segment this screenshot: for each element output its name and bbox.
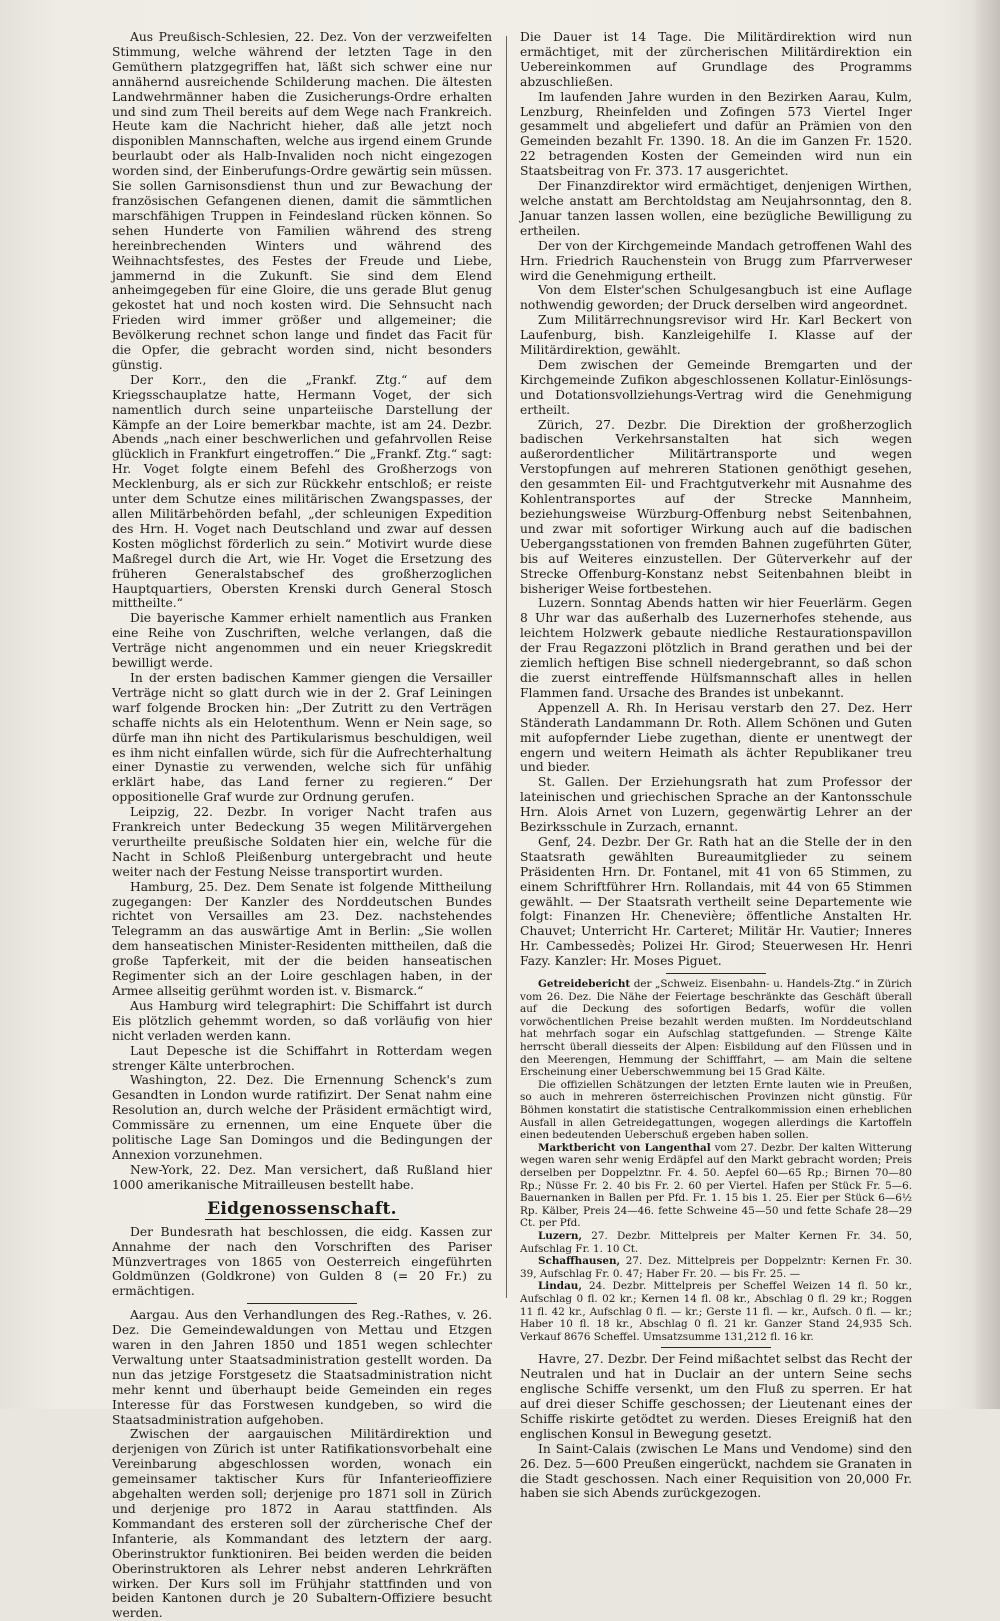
article-inger-praemien: Im laufenden Jahre wurden in den Bezirken Aarau, Kulm, Lenzburg, Rheinfelden und Zofingen 573 Viertel Inger gesammelt und abgeliefert und dafür an Prämien von den Gemeinden bezahlt Fr. 1390. 18. An die im Ganzen Fr. 1520. 22 betragenden Kosten der Gemeinden wird nun ein Staatsbeitrag von Fr. 373. 17 ausgerichtet.	[520, 89, 912, 179]
article-new-york: New-York, 22. Dez. Man versichert, daß Rußland hier 1000 amerikanische Mitrailleusen bestellt habe.	[112, 1162, 492, 1192]
separator-rule	[661, 1347, 771, 1348]
article-bundesrath: Der Bundesrath hat beschlossen, die eidg. Kassen zur Annahme der nach den Vorschriften des Pariser Münzvertrages von 1865 von Oesterreich eingeführten Goldmünzen (Goldkrone) von Gulden 8 (= 20 Fr.) zu ermächtigen.	[112, 1224, 492, 1299]
market-schaffhausen: Schaffhausen, 27. Dez. Mittelpreis per Doppelzntr: Kernen Fr. 30. 39, Aufschlag Fr. 0. 47; Haber Fr. 20. — bis Fr. 25. —	[520, 1255, 912, 1280]
market-langenthal: Marktbericht von Langenthal vom 27. Dezbr. Der kalten Witterung wegen waren sehr wenig Erdäpfel auf den Markt gebracht worden; Preis derselben per Doppelztnr. Fr. 4. 50. Aepfel 60—65 Rp.; Birnen 70—80 Rp.; Nüsse Fr. 2. 40 bis Fr. 2. 60 per Viertel. Hafen per Stück Fr. 5—6. Bauernanken in Ballen per Pfd. Fr. 1. 15 bis 1. 25. Eier per Stück 6—6½ Rp. Kälber, Preis 24—46. fette Schweine 45—50 und fette Schafe 28—29 Ct. per Pfd.	[520, 1141, 912, 1230]
article-havre: Havre, 27. Dezbr. Der Feind mißachtet selbst das Recht der Neutralen und hat in Duclair an der untern Seine sechs englische Schiffe versenkt, um den Fluß zu sperren. Er hat auf drei dieser Schiffe geschossen; der Lieutenant eines der Schiffe riskirte getödtet zu werden. Dieses Ereigniß hat den englischen Konsul in Bewegung gesetzt.	[520, 1352, 912, 1441]
article-hamburg-schiffahrt: Aus Hamburg wird telegraphirt: Die Schiffahrt ist durch Eis plötzlich gehemmt worden, so daß vorläufig von hier nicht verladen werden kann.	[112, 998, 492, 1043]
article-rotterdam: Laut Depesche ist die Schiffahrt in Rotterdam wegen strenger Kälte unterbrochen.	[112, 1043, 492, 1073]
article-finanzdirektor: Der Finanzdirektor wird ermächtiget, denjenigen Wirthen, welche anstatt am Berchtoldstag am Neujahrsonntag, den 8. Januar tanzen lassen wollen, eine bezügliche Bewilligung zu ertheilen.	[520, 179, 912, 238]
column-divider	[506, 36, 507, 1298]
article-hamburg: Hamburg, 25. Dez. Dem Senate ist folgende Mittheilung zugegangen: Der Kanzler des Norddeutschen Bundes richtet von Versailles am 23. Dez. nachstehendes Telegramm an das auswärtige Amt in Berlin: „Sie wollen dem hanseatischen Minister-Residenten mittheilen, daß die große Tapferkeit, mit der die beiden hanseatischen Regimenter sich an der Loire geschlagen haben, in der Armee allseitig gerühmt worden ist. v. Bismarck.“	[112, 879, 492, 998]
right-column	[520, 30, 912, 1501]
article-saint-calais: In Saint-Calais (zwischen Le Mans und Vendome) sind den 26. Dez. 5—600 Preußen eingerückt, nachdem sie Granaten in die Stadt geschossen. Nach einer Requisition von 20,000 Fr. haben sie sich Abends zurückgezogen.	[520, 1441, 912, 1501]
article-luzern-feuer: Luzern. Sonntag Abends hatten wir hier Feuerlärm. Gegen 8 Uhr war das außerhalb des Luzernerhofes stehende, aus leichtem Holzwerk gebaute niedliche Restaurationspavillon der Frau Regazzoni plötzlich in Brand gerathen und bei der ziemlich heftigen Bise schnell niedergebrannt, so daß schon die zuerst eintreffende Hülfsmannschaft alles in hellen Flammen fand. Ursache des Brandes ist unbekannt.	[520, 596, 912, 700]
article-preussisch-schlesien: Aus Preußisch-Schlesien, 22. Dez. Von der verzweifelten Stimmung, welche während der letzten Tage in den Gemüthern platzgegriffen hat, läßt sich schwer eine nur annähernd ausreichende Schilderung machen. Die ältesten Landwehrmänner haben die Zusicherungs-Ordre erhalten und sind zum Theil bereits auf dem Wege nach Frankreich. Heute kam die Nachricht hieher, daß alle jetzt noch disponiblen Mannschaften, welche aus irgend einem Grunde beurlaubt oder als Halb-Invaliden noch nicht eingezogen worden sind, der Einberufungs-Ordre gewärtig sein müssen. Sie sollen Garnisonsdienst thun und zur Bewachung der französischen Gefangenen dienen, damit die sämmtlichen marschfähigen Truppen in Feindesland rücken können. So sehen Hunderte von Familien während des streng hereinbrechenden Winters und während des Weihnachtsfestes, des Festes der Freude und Liebe, jammernd in die Zukunft. Sie sind dem Elend anheimgegeben für eine Gloire, die uns gerade Blut genug gekostet hat und noch kosten wird. Die Sehnsucht nach Frieden wird immer größer und allgemeiner; die Bevölkerung rechnet schon lange und findet das Facit für die Opfer, die gebracht worden sind, nicht besonders günstig.	[112, 30, 492, 372]
left-column	[112, 30, 492, 1621]
article-militaerrechnungsrevisor: Zum Militärrechnungsrevisor wird Hr. Karl Beckert von Laufenburg, bish. Kanzleigehilfe I. Klasse auf der Militärdirektion, gewählt.	[520, 313, 912, 358]
article-mandach: Der von der Kirchgemeinde Mandach getroffenen Wahl des Hrn. Friedrich Rauchenstein von Brugg zum Pfarrverweser wird die Genehmigung ertheilt.	[520, 238, 912, 283]
article-militaerdirektion: Zwischen der aargauischen Militärdirektion und derjenigen von Zürich ist unter Ratifikationsvorbehalt eine Vereinbarung abgeschlossen worden, wonach ein gemeinsamer taktischer Kurs für Infanterieoffiziere abgehalten werden soll; derjenige pro 1871 soll in Zürich und derjenige pro 1872 in Aarau stattfinden. Als Kommandant des ersteren soll der zürcherische Chef der Infanterie, als Kommandant des letztern der aarg. Oberinstruktor funktioniren. Bei beiden werden die beiden Oberinstruktoren als Lehrer nebst anderen Lehrkräften wirken. Der Kurs soll im Frühjahr stattfinden und von beiden Kantonen durch je 20 Subaltern-Offiziere besucht werden.	[112, 1427, 492, 1621]
article-bayerische-kammer: Die bayerische Kammer erhielt namentlich aus Franken eine Reihe von Zuschriften, welche verlangen, daß die Verträge nicht angenommen und ein neuer Kriegskredit bewilligt werde.	[112, 611, 492, 671]
article-appenzell: Appenzell A. Rh. In Herisau verstarb den 27. Dez. Herr Ständerath Landammann Dr. Roth. Allem Schönen und Guten mit aufopfernder Liebe zugethan, diente er unentwegt der engern und weitern Heimath als ächter Republikaner treu und bieder.	[520, 700, 912, 775]
market-luzern: Luzern, 27. Dezbr. Mittelpreis per Malter Kernen Fr. 34. 50, Aufschlag Fr. 1. 10 Ct.	[520, 1229, 912, 1255]
market-reports	[520, 978, 912, 1343]
article-leipzig: Leipzig, 22. Dezbr. In voriger Nacht trafen aus Frankreich unter Bedeckung 35 wegen Militärvergehen verurtheilte preußische Soldaten hier ein, welche für die Nacht in Schloß Pleißenburg untergebracht und heute weiter nach der Festung Neisse transportirt wurden.	[112, 805, 492, 879]
article-schulgesangbuch: Von dem Elster'schen Schulgesangbuch ist eine Auflage nothwendig geworden; der Druck derselben wird angeordnet.	[520, 283, 912, 313]
market-getreidebericht: Getreidebericht der „Schweiz. Eisenbahn- u. Handels-Ztg.“ in Zürich vom 26. Dez. Die Nähe der Feiertage beschränkte das Geschäft überall auf die Deckung des sofortigen Bedarfs, wofür die vollen vorwöchentlichen Preise bezahlt werden mußten. Im Norddeutschland hat mehrfach sogar ein Aufschlag stattgefunden. — Strenge Kälte herrscht überall diesseits der Alpen: Eisbildung auf den Flüssen und in den Meerengen, Hemmung der Schifffahrt, — am Main die seltene Erscheinung einer Ueberschwemmung bei 15 Grad Kälte.	[520, 978, 912, 1079]
article-aargau: Aargau. Aus den Verhandlungen des Reg.-Rathes, v. 26. Dez. Die Gemeindewaldungen von Mettau und Etzgen waren in den Jahren 1850 und 1851 wegen schlechter Verwaltung unter Staatsadministration gestellt worden. Da nun das jetzige Forstgesetz die Staatsadministration nicht mehr kennt und überhaupt beide Gemeinden ein reges Interesse für das Forstwesen kundgeben, so wird die Staatsadministration aufgehoben.	[112, 1308, 492, 1427]
article-genf: Genf, 24. Dezbr. Der Gr. Rath hat an die Stelle der in den Staatsrath gewählten Bureaumitglieder zu seinem Präsidenten Hrn. Dr. Fontanel, mit 41 von 65 Stimmen, zu einem Schriftführer Hrn. Rollandais, mit 44 von 65 Stimmen gewählt. — Der Staatsrath vertheilt seine Departemente wie folgt: Finanzen Hr. Chenevière; öffentliche Anstalten Hr. Chauvet; Unterricht Hr. Carteret; Militär Hr. Vautier; Inneres Hr. Cambessedès; Polizei Hr. Girod; Steuerwesen Hr. Henri Fazy. Kanzler: Hr. Moses Piguet.	[520, 834, 912, 969]
article-badische-kammer: In der ersten badischen Kammer giengen die Versailler Verträge nicht so glatt durch wie in der 2. Graf Leiningen warf folgende Brocken hin: „Der Zutritt zu den Verträgen schaffe nichts als ein Helotenthum. Wenn er Nein sage, so dürfe man ihn nicht des Partikularismus beschuldigen, weil es ihm nicht einfallen würde, sich für die Aufrechterhaltung einer Dynastie zu verwenden, welche sich für unfähig erklärt habe, das Land ferner zu regieren.“ Der oppositionelle Graf wurde zur Ordnung gerufen.	[112, 670, 492, 805]
page-edge-shadow	[972, 0, 1000, 1409]
article-washington: Washington, 22. Dez. Die Ernennung Schenck's zum Gesandten in London wurde ratifizirt. Der Senat nahm eine Resolution an, durch welche der Präsident ermächtigt wird, Commissäre zu ernennen, um eine Enquete über die politische Lage San Domingos und die Bedingungen der Annexion vorzunehmen.	[112, 1073, 492, 1162]
article-bremgarten: Dem zwischen der Gemeinde Bremgarten und der Kirchgemeinde Zufikon abgeschlossenen Kollatur-Einlösungs- und Dotationsvollziehungs-Vertrag wird die Genehmigung ertheilt.	[520, 357, 912, 417]
market-ernte-schaetzungen: Die offiziellen Schätzungen der letzten Ernte lauten wie in Preußen, so auch in mehreren österreichischen Provinzen nicht günstig. Für Böhmen konstatirt die statistische Centralkommission einen erheblichen Ausfall in allen Getreidegattungen, wogegen allerdings die Kartoffeln einen bedeutenden Ueberschuß ergeben haben sollen.	[520, 1078, 912, 1142]
separator-rule	[247, 1303, 357, 1304]
article-zuerich: Zürich, 27. Dezbr. Die Direktion der großherzoglich badischen Verkehrsanstalten hat sich wegen außerordentlicher Militärtransporte und wegen Verstopfungen auf mehreren Stationen genöthigt gesehen, den gesammten Eil- und Frachtgutverkehr mit Ausnahme des Kohlentransportes auf der Strecke Mannheim, beziehungsweise Würzburg-Offenburg nebst Seitenbahnen, und zwar mit sofortiger Wirkung auch auf die badischen Uebergangsstationen von fremden Bahnen zugeführten Güter, bis auf Weiteres einzustellen. Der Güterverkehr auf der Strecke Offenburg-Konstanz nebst Seitenbahnen bleibt in bisheriger Weise fortbestehen.	[520, 417, 912, 596]
separator-rule	[666, 973, 766, 974]
article-kurs-dauer: Die Dauer ist 14 Tage. Die Militärdirektion wird nun ermächtiget, mit der zürcherischen Militärdirektion ein Uebereinkommen auf Grundlage des Programms abzuschließen.	[520, 30, 912, 89]
article-frankfurter-zeitung: Der Korr., den die „Frankf. Ztg.“ auf dem Kriegsschauplatze hatte, Hermann Voget, der sich namentlich durch seine unparteiische Darstellung der Kämpfe an der Loire bemerkbar machte, ist am 24. Dezbr. Abends „nach einer beschwerlichen und gefahrvollen Reise glücklich in Frankfurt eingetroffen.“ Die „Frankf. Ztg.“ sagt: Hr. Voget folgte einem Befehl des Großherzogs von Mecklenburg, als er sich zur Rückkehr entschloß; er reiste unter dem Schutze eines militärischen Zwangspasses, der allen Militärbehörden befahl, „der schleunigen Expedition des Hrn. H. Voget nach Deutschland und zwar auf dessen Kosten möglichst förderlich zu sein.“ Motivirt wurde diese Maßregel durch die Art, wie Hr. Voget die Ersetzung des früheren Generalstabschef des großherzoglichen Hauptquartiers, Obersten Krenski durch General Stosch mittheilte.“	[112, 372, 492, 611]
article-st-gallen: St. Gallen. Der Erziehungsrath hat zum Professor der lateinischen und griechischen Sprache an der Kantonsschule Hrn. Alois Arnet von Luzern, gegenwärtig Lehrer an der Bezirksschule in Zurzach, ernannt.	[520, 775, 912, 835]
section-heading-eidgenossenschaft: Eidgenossenschaft.	[207, 1198, 397, 1219]
market-lindau: Lindau, 24. Dezbr. Mittelpreis per Scheffel Weizen 14 fl. 50 kr., Aufschlag 0 fl. 02 kr.; Kernen 14 fl. 08 kr., Abschlag 0 fl. 29 kr.; Roggen 11 fl. 42 kr., Aufschlag 0 fl. — kr.; Gerste 11 fl. — kr., Aufsch. 0 fl. — kr.; Haber 10 fl. 18 kr., Abschlag 0 fl. 21 kr. Ganzer Stand 24,935 Sch. Verkauf 8676 Scheffel. Umsatzsumme 131,212 fl. 16 kr.	[520, 1280, 912, 1343]
